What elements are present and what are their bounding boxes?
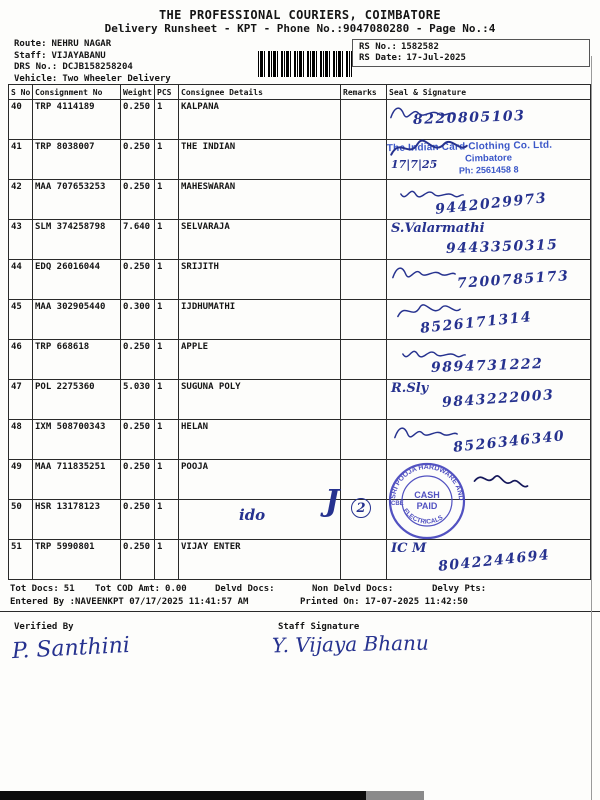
- meta-label: Vehicle:: [14, 73, 58, 84]
- cell-text: VIJAY ENTER: [181, 542, 241, 552]
- cell-text: 1: [157, 542, 163, 552]
- meta-label: Route:: [14, 39, 47, 49]
- total-value: 51: [63, 584, 75, 594]
- cell-seal: [387, 100, 591, 140]
- company-stamp-line: Cimbatore: [464, 152, 513, 165]
- scan-edge-line: [591, 56, 592, 800]
- table-header-row: [9, 85, 591, 100]
- rs-info-box: [352, 39, 590, 67]
- cell-seal: [387, 300, 591, 340]
- cell-text: IXM 508700343: [35, 422, 106, 432]
- cell-text: TRP 5990801: [35, 542, 95, 552]
- signature-squiggle-icon: [391, 263, 457, 288]
- cell-text: 5.030: [123, 382, 151, 392]
- column-header: PCS: [155, 85, 179, 100]
- cell-text: MAHESWARAN: [181, 182, 236, 192]
- total-item: [312, 584, 393, 594]
- seal-content: [387, 260, 590, 299]
- meta-label: Staff:: [14, 50, 47, 61]
- cell-pcs: [155, 100, 179, 140]
- cell-text: SUGUNA POLY: [181, 382, 241, 392]
- signature-phone: 9894731222: [430, 356, 544, 376]
- cell-text: SLM 374258798: [35, 222, 106, 232]
- bottom-scan-bar: [0, 791, 366, 800]
- company-stamp-line: Ph: 2561458 8: [458, 164, 519, 176]
- signature-name: IC M: [391, 541, 427, 556]
- rs-date-line: [359, 53, 583, 64]
- seal-content: [387, 220, 590, 259]
- handwritten-note: ido: [239, 506, 266, 524]
- cell-seal: [387, 260, 591, 300]
- svg-text:SRI POOJA HARDWARE AND: SRI POOJA HARDWARE AND: [390, 463, 465, 501]
- total-value: 0.00: [165, 584, 187, 594]
- cell-weight: [121, 540, 155, 580]
- table-row: [9, 300, 591, 340]
- rs-no-label: RS No.:: [359, 42, 397, 52]
- cell-weight: [121, 100, 155, 140]
- cell-text: 1: [157, 502, 163, 512]
- seal-content: [387, 100, 590, 139]
- cell-text: 0.250: [123, 502, 151, 512]
- cell-remarks: [341, 180, 387, 220]
- table-row: [9, 540, 591, 580]
- cell-consignment: [33, 220, 121, 260]
- signature-phone: 9442029973: [434, 190, 548, 218]
- svg-text:CBE: CBE: [391, 501, 404, 507]
- signature-phone: 8526346340: [452, 428, 566, 456]
- total-label: Delvd Docs:: [215, 584, 275, 594]
- bottom-scan-bar-light: [366, 791, 424, 800]
- cell-text: 1: [157, 142, 163, 152]
- cell-consignment: [33, 540, 121, 580]
- verified-by-signature: P. Santhini: [11, 632, 131, 665]
- entered-by-text: Entered By :NAVEENKPT 07/17/2025 11:41:57 AM: [10, 597, 249, 607]
- circled-number: 2: [351, 498, 371, 518]
- cell-sno: [9, 340, 33, 380]
- cell-text: 48: [11, 422, 22, 432]
- table-row: [9, 260, 591, 300]
- footer-divider: [0, 611, 600, 612]
- cell-text: TRP 8038007: [35, 142, 95, 152]
- total-label: Tot COD Amt:: [95, 584, 161, 594]
- cell-text: 7.640: [123, 222, 151, 232]
- cell-sno: [9, 220, 33, 260]
- cell-pcs: [155, 300, 179, 340]
- meta-label: DRS No.:: [14, 62, 58, 72]
- cell-sno: [9, 420, 33, 460]
- table-row: [9, 340, 591, 380]
- cell-consignment: [33, 340, 121, 380]
- cell-seal: [387, 140, 591, 180]
- cell-consignment: [33, 380, 121, 420]
- cell-remarks: [341, 540, 387, 580]
- cell-text: POL 2275360: [35, 382, 95, 392]
- cell-consignment: [33, 300, 121, 340]
- cell-pcs: [155, 260, 179, 300]
- cell-remarks: [341, 340, 387, 380]
- cell-text: 0.250: [123, 462, 151, 472]
- cell-weight: [121, 300, 155, 340]
- cell-consignment: [33, 140, 121, 180]
- cell-consignment: [33, 180, 121, 220]
- cell-consignee: [179, 540, 341, 580]
- rs-no-line: [359, 42, 583, 53]
- cell-text: 0.300: [123, 302, 151, 312]
- cell-pcs: [155, 140, 179, 180]
- cell-seal: [387, 420, 591, 460]
- rs-date-value: 17-Jul-2025: [406, 53, 466, 63]
- cell-sno: [9, 260, 33, 300]
- column-header: S No: [9, 85, 33, 100]
- printed-on-text: Printed On: 17-07-2025 11:42:50: [300, 597, 468, 607]
- total-item: [215, 584, 275, 594]
- cell-text: 0.250: [123, 542, 151, 552]
- total-label: Non Delvd Docs:: [312, 584, 394, 594]
- cell-consignee: [179, 140, 341, 180]
- meta-line: [14, 62, 171, 74]
- cell-consignee: [179, 500, 341, 540]
- cell-text: 0.250: [123, 422, 151, 432]
- signature-phone: 9843222003: [441, 387, 555, 411]
- seal-content: [387, 180, 590, 219]
- cell-text: 40: [11, 102, 22, 112]
- signature-phone: 8042244694: [437, 547, 551, 575]
- cell-text: TRP 4114189: [35, 102, 95, 112]
- cell-text: 1: [157, 342, 163, 352]
- signature-phone: 9443350315: [445, 237, 559, 257]
- cell-text: HELAN: [181, 422, 209, 432]
- table-row: [9, 380, 591, 420]
- cell-sno: [9, 300, 33, 340]
- table-row: [9, 420, 591, 460]
- cell-sno: [9, 140, 33, 180]
- meta-value: VIJAYABANU: [51, 50, 106, 61]
- cell-text: MAA 707653253: [35, 182, 106, 192]
- cell-consignment: [33, 420, 121, 460]
- cell-consignment: [33, 500, 121, 540]
- cell-text: MAA 711835251: [35, 462, 106, 472]
- cell-consignee: [179, 420, 341, 460]
- cell-sno: [9, 460, 33, 500]
- runsheet-table: [8, 84, 591, 580]
- verified-by-label: Verified By: [14, 622, 74, 632]
- handwritten-letter: J: [325, 484, 340, 519]
- cell-text: 45: [11, 302, 22, 312]
- cell-text: 43: [11, 222, 22, 232]
- cell-text: THE INDIAN: [181, 142, 236, 152]
- cell-weight: [121, 220, 155, 260]
- cell-pcs: [155, 420, 179, 460]
- cell-weight: [121, 380, 155, 420]
- cell-consignee: [179, 100, 341, 140]
- meta-line: [14, 39, 171, 51]
- staff-signature: Y. Vijaya Bhanu: [271, 630, 429, 658]
- column-header: Seal & Signature: [387, 85, 591, 100]
- cell-remarks: [341, 420, 387, 460]
- cell-weight: [121, 340, 155, 380]
- cell-text: MAA 302905440: [35, 302, 106, 312]
- cell-text: IJDHUMATHI: [181, 302, 236, 312]
- cell-consignment: [33, 460, 121, 500]
- cell-text: 1: [157, 102, 163, 112]
- cell-remarks: [341, 460, 387, 500]
- cell-remarks: [341, 300, 387, 340]
- cell-sno: [9, 180, 33, 220]
- table-row: [9, 140, 591, 180]
- cell-seal: [387, 540, 591, 580]
- cell-weight: [121, 460, 155, 500]
- total-label: Delvy Pts:: [432, 584, 487, 594]
- cell-seal: [387, 180, 591, 220]
- cell-text: 1: [157, 462, 163, 472]
- total-item: [432, 584, 486, 594]
- cell-consignee: [179, 460, 341, 500]
- cell-text: 44: [11, 262, 22, 272]
- meta-value: Two Wheeler Delivery: [62, 73, 171, 84]
- cell-pcs: [155, 340, 179, 380]
- handwritten-date: 17|7|25: [391, 158, 438, 171]
- drs-barcode-icon: [258, 51, 352, 77]
- table-row: [9, 220, 591, 260]
- staff-signature-label: Staff Signature: [278, 622, 360, 632]
- signature-name: R.Sly: [391, 381, 429, 396]
- cell-weight: [121, 180, 155, 220]
- cell-seal: [387, 340, 591, 380]
- cell-consignee: [179, 380, 341, 420]
- column-header: Remarks: [341, 85, 387, 100]
- page-subtitle: Delivery Runsheet - KPT - Phone No.:9047080280 - Page No.:4: [104, 22, 496, 35]
- cell-text: 1: [157, 262, 163, 272]
- total-label: Tot Docs:: [10, 584, 59, 594]
- cell-text: SRIJITH: [181, 262, 219, 272]
- cell-text: 46: [11, 342, 22, 352]
- runsheet-rows: [9, 100, 591, 580]
- cell-text: 0.250: [123, 102, 151, 112]
- cell-sno: [9, 540, 33, 580]
- cell-remarks: [341, 140, 387, 180]
- cell-weight: [121, 500, 155, 540]
- cell-text: EDQ 26016044: [35, 262, 101, 272]
- seal-content: [387, 460, 590, 526]
- cell-text: 42: [11, 182, 22, 192]
- seal-content: [387, 420, 590, 459]
- cell-consignment: [33, 100, 121, 140]
- cell-sno: [9, 380, 33, 420]
- cell-text: 0.250: [123, 342, 151, 352]
- cell-seal: [387, 380, 591, 420]
- cell-pcs: [155, 540, 179, 580]
- signature-squiggle-icon: [393, 423, 459, 448]
- meta-line: [14, 51, 171, 63]
- cell-text: 1: [157, 222, 163, 232]
- rs-no-value: 1582582: [400, 42, 439, 52]
- seal-content: [387, 540, 590, 579]
- cell-text: 41: [11, 142, 22, 152]
- cell-sno: [9, 100, 33, 140]
- cell-consignee: [179, 340, 341, 380]
- cell-text: HSR 13178123: [35, 502, 101, 512]
- column-header: Consignee Details: [179, 85, 341, 100]
- company-stamp-line: The Indian Card Clothing Co. Ltd.: [386, 139, 553, 155]
- meta-value: DCJB158258204: [62, 62, 133, 72]
- column-header: Weight: [121, 85, 155, 100]
- signature-phone: 7200785173: [456, 268, 570, 292]
- cell-pcs: [155, 380, 179, 420]
- cell-seal: [387, 460, 591, 526]
- page-title: THE PROFESSIONAL COURIERS, COIMBATORE: [158, 8, 442, 22]
- cell-pcs: [155, 500, 179, 540]
- cell-text: 0.250: [123, 262, 151, 272]
- seal-content: [387, 380, 590, 419]
- column-header: Consignment No: [33, 85, 121, 100]
- cell-weight: [121, 140, 155, 180]
- cell-text: KALPANA: [181, 102, 219, 112]
- meta-lines: [14, 39, 171, 85]
- cell-consignee: [179, 220, 341, 260]
- table-row: [9, 100, 591, 140]
- cell-pcs: [155, 460, 179, 500]
- cell-text: 0.250: [123, 182, 151, 192]
- cell-text: 1: [157, 382, 163, 392]
- rs-date-label: RS Date:: [359, 53, 403, 63]
- cell-consignee: [179, 300, 341, 340]
- cell-text: 50: [11, 502, 22, 512]
- signature-name: S.Valarmathi: [391, 221, 485, 236]
- cell-text: APPLE: [181, 342, 209, 352]
- table-row: [9, 500, 591, 540]
- totals-row: [10, 584, 592, 596]
- cell-weight: [121, 260, 155, 300]
- cell-consignee: [179, 180, 341, 220]
- svg-text:ELECTRICALS: ELECTRICALS: [401, 507, 445, 526]
- cell-text: POOJA: [181, 462, 209, 472]
- cell-sno: [9, 500, 33, 540]
- meta-value: NEHRU NAGAR: [51, 39, 112, 49]
- cell-text: 51: [11, 542, 22, 552]
- cell-remarks: [341, 100, 387, 140]
- cell-text: 47: [11, 382, 22, 392]
- seal-content: [387, 140, 590, 179]
- signature-squiggle-icon: [470, 463, 531, 505]
- table-row: [9, 180, 591, 220]
- cell-remarks: [341, 380, 387, 420]
- signature-phone: 8526171314: [419, 309, 533, 337]
- cell-text: SELVARAJA: [181, 222, 230, 232]
- cell-remarks: [341, 260, 387, 300]
- cell-text: 1: [157, 302, 163, 312]
- signature-phone: 8220805103: [412, 108, 526, 128]
- seal-content: [387, 340, 590, 379]
- total-item: [95, 584, 187, 594]
- table-row: [9, 460, 591, 500]
- cell-pcs: [155, 180, 179, 220]
- seal-content: [387, 300, 590, 339]
- cell-text: 1: [157, 182, 163, 192]
- svg-text:CASH: CASH: [414, 490, 440, 500]
- cell-pcs: [155, 220, 179, 260]
- cell-text: 1: [157, 422, 163, 432]
- svg-text:PAID: PAID: [416, 501, 438, 511]
- cell-weight: [121, 420, 155, 460]
- cell-consignment: [33, 260, 121, 300]
- cell-consignee: [179, 260, 341, 300]
- total-item: [10, 584, 75, 594]
- cell-text: TRP 668618: [35, 342, 90, 352]
- cell-seal: [387, 220, 591, 260]
- cell-text: 49: [11, 462, 22, 472]
- cell-remarks: [341, 220, 387, 260]
- cell-text: 0.250: [123, 142, 151, 152]
